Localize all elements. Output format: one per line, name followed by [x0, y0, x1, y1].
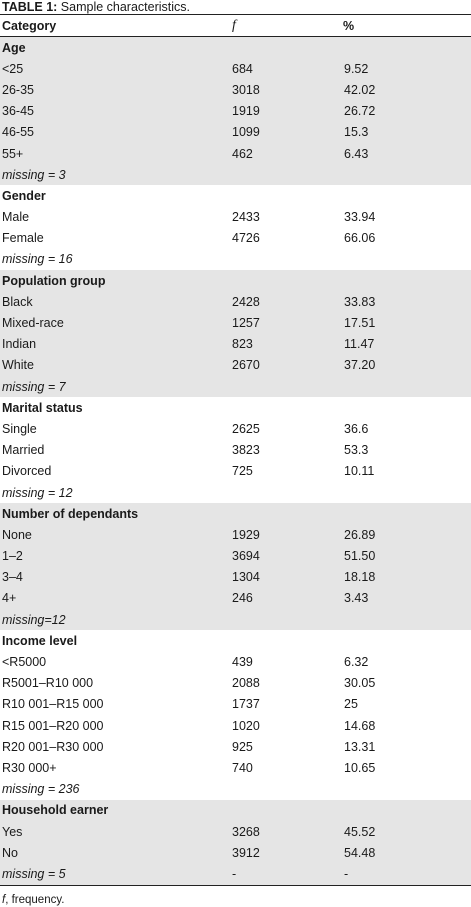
percent-cell: 9.52 [341, 58, 471, 79]
frequency-cell: 2433 [232, 210, 260, 225]
group-header-row [0, 503, 471, 524]
category-cell: White [0, 355, 229, 376]
percent-cell: 51.50 [341, 546, 471, 567]
table-caption [0, 0, 471, 14]
percent-cell: 66.06 [344, 231, 376, 246]
category-cell: 1–2 [0, 546, 229, 567]
percent-cell: 54.48 [341, 842, 471, 863]
header-row [0, 15, 471, 37]
missing-cell: missing = 3 [0, 164, 229, 185]
missing-percent-cell [341, 249, 471, 270]
table-row [0, 58, 471, 79]
percent-cell: 25 [344, 697, 358, 712]
table-row [0, 334, 471, 355]
missing-cell: missing = 5 [0, 863, 229, 885]
table-row [0, 79, 471, 100]
empty-cell [341, 37, 471, 59]
group-title: Number of dependants [0, 503, 229, 524]
missing-row [0, 609, 471, 630]
table-row [0, 715, 471, 736]
group-header-row [0, 397, 471, 418]
frequency-cell: 1099 [229, 122, 341, 143]
frequency-cell: 3268 [229, 821, 341, 842]
missing-frequency-cell [229, 482, 341, 503]
table-row [0, 546, 471, 567]
percent-cell: 6.32 [344, 655, 369, 670]
category-cell: 55+ [0, 143, 229, 164]
header-frequency: f [229, 15, 341, 37]
group-header-row [0, 37, 471, 59]
frequency-cell: 740 [232, 760, 253, 775]
group-header-row [0, 800, 471, 821]
missing-percent-cell: - [341, 863, 471, 885]
percent-cell: 36.6 [344, 421, 369, 436]
table-row [0, 821, 471, 842]
category-cell: R15 001–R20 000 [2, 718, 104, 733]
empty-cell [229, 37, 341, 59]
frequency-cell: 2428 [229, 291, 341, 312]
missing-row [0, 863, 471, 885]
frequency-cell: 1020 [232, 718, 260, 733]
percent-cell: 53.3 [344, 443, 369, 458]
category-cell: Male [2, 210, 30, 225]
category-cell: Yes [0, 821, 229, 842]
group-header-row [0, 185, 471, 206]
empty-cell [229, 503, 341, 524]
frequency-cell: 1929 [229, 524, 341, 545]
category-cell: None [0, 524, 229, 545]
missing-percent-cell [341, 609, 471, 630]
missing-frequency-cell: - [229, 863, 341, 885]
missing-cell: missing = 16 [2, 252, 73, 267]
percent-cell: 42.02 [341, 79, 471, 100]
percent-cell: 45.52 [341, 821, 471, 842]
missing-percent-cell [341, 376, 471, 397]
table-caption-label: TABLE 1: [2, 0, 58, 14]
category-cell: Married [2, 443, 45, 458]
missing-percent-cell [341, 482, 471, 503]
table-row [0, 101, 471, 122]
category-cell: Female [2, 231, 44, 246]
group-title: Age [0, 37, 229, 59]
group-title: Income level [2, 633, 78, 648]
frequency-cell: 1257 [229, 312, 341, 333]
frequency-cell: 1919 [229, 101, 341, 122]
frequency-cell: 1737 [232, 697, 260, 712]
missing-frequency-cell [229, 249, 341, 270]
category-cell: No [0, 842, 229, 863]
frequency-cell: 3912 [229, 842, 341, 863]
table-row [0, 312, 471, 333]
frequency-cell: 462 [229, 143, 341, 164]
table-footnote [0, 894, 471, 906]
empty-cell [229, 800, 341, 821]
group-title: Marital status [2, 400, 83, 415]
table-row [0, 440, 471, 461]
frequency-cell: 3694 [229, 546, 341, 567]
missing-frequency-cell [229, 779, 341, 800]
category-cell: Mixed-race [0, 312, 229, 333]
empty-cell [341, 503, 471, 524]
table-row [0, 757, 471, 778]
percent-cell: 33.94 [344, 210, 376, 225]
missing-row [0, 376, 471, 397]
category-cell: 3–4 [0, 567, 229, 588]
missing-percent-cell [341, 164, 471, 185]
missing-frequency-cell [229, 609, 341, 630]
percent-cell: 3.43 [341, 588, 471, 609]
empty-cell [341, 630, 471, 651]
group-title: Household earner [0, 800, 229, 821]
category-cell: 4+ [0, 588, 229, 609]
table-row [0, 143, 471, 164]
table-row [0, 651, 471, 672]
frequency-cell: 4726 [232, 231, 260, 246]
category-cell: <25 [0, 58, 229, 79]
table-row [0, 567, 471, 588]
percent-cell: 18.18 [341, 567, 471, 588]
category-cell: Black [0, 291, 229, 312]
group-header-row [0, 270, 471, 291]
table-row [0, 673, 471, 694]
missing-frequency-cell [229, 376, 341, 397]
frequency-cell: 823 [229, 334, 341, 355]
frequency-cell: 925 [232, 739, 253, 754]
percent-cell: 13.31 [344, 739, 376, 754]
frequency-cell: 725 [232, 464, 253, 479]
category-cell: 26-35 [0, 79, 229, 100]
category-cell: Single [2, 421, 37, 436]
category-cell: R20 001–R30 000 [2, 739, 104, 754]
table-row [0, 291, 471, 312]
table-row [0, 588, 471, 609]
category-cell: R5001–R10 000 [2, 676, 94, 691]
missing-cell: missing=12 [0, 609, 229, 630]
footnote-symbol: f [2, 893, 6, 906]
missing-cell: missing = 12 [2, 485, 73, 500]
percent-cell: 6.43 [341, 143, 471, 164]
category-cell: Indian [0, 334, 229, 355]
category-cell: R10 001–R15 000 [2, 697, 104, 712]
frequency-cell: 246 [229, 588, 341, 609]
frequency-cell: 2625 [232, 421, 260, 436]
category-cell: <R5000 [2, 655, 47, 670]
percent-cell: 26.72 [341, 101, 471, 122]
percent-cell: 10.11 [344, 464, 375, 479]
empty-cell [341, 397, 471, 418]
group-title: Gender [2, 188, 46, 203]
missing-percent-cell [341, 779, 471, 800]
percent-cell: 15.3 [341, 122, 471, 143]
group-header-row [0, 630, 471, 651]
percent-cell: 30.05 [344, 676, 376, 691]
missing-cell: missing = 7 [0, 376, 229, 397]
frequency-cell: 3018 [229, 79, 341, 100]
frequency-cell: 2088 [232, 676, 260, 691]
table-row [0, 122, 471, 143]
header-percent: % [341, 15, 471, 37]
percent-cell: 37.20 [341, 355, 471, 376]
percent-cell: 14.68 [344, 718, 376, 733]
table-row [0, 207, 471, 228]
percent-cell: 26.89 [341, 524, 471, 545]
missing-cell: missing = 236 [2, 782, 80, 797]
missing-row [0, 164, 471, 185]
category-cell: 36-45 [0, 101, 229, 122]
table-row [0, 461, 471, 482]
percent-cell: 10.65 [344, 760, 376, 775]
empty-cell [229, 630, 341, 651]
empty-cell [341, 800, 471, 821]
frequency-cell: 439 [232, 655, 253, 670]
category-cell: 46-55 [0, 122, 229, 143]
footnote-text: , frequency. [5, 893, 65, 906]
empty-cell [229, 185, 341, 206]
empty-cell [229, 270, 341, 291]
percent-cell: 17.51 [341, 312, 471, 333]
percent-cell: 33.83 [341, 291, 471, 312]
table-row [0, 694, 471, 715]
empty-cell [341, 185, 471, 206]
table-row [0, 228, 471, 249]
percent-cell: 11.47 [341, 334, 471, 355]
missing-row [0, 249, 471, 270]
missing-row [0, 482, 471, 503]
table-row [0, 355, 471, 376]
table-row [0, 842, 471, 863]
category-cell: Divorced [2, 464, 52, 479]
table-row [0, 524, 471, 545]
sample-characteristics-table [0, 14, 471, 886]
frequency-cell: 3823 [232, 443, 260, 458]
missing-row [0, 779, 471, 800]
table-caption-text: Sample characteristics. [57, 0, 191, 14]
category-cell: R30 000+ [2, 760, 57, 775]
frequency-cell: 2670 [229, 355, 341, 376]
group-title: Population group [0, 270, 229, 291]
table-row [0, 418, 471, 439]
header-category: Category [0, 15, 229, 37]
missing-frequency-cell [229, 164, 341, 185]
empty-cell [341, 270, 471, 291]
table-row [0, 736, 471, 757]
frequency-cell: 684 [229, 58, 341, 79]
frequency-cell: 1304 [229, 567, 341, 588]
empty-cell [229, 397, 341, 418]
